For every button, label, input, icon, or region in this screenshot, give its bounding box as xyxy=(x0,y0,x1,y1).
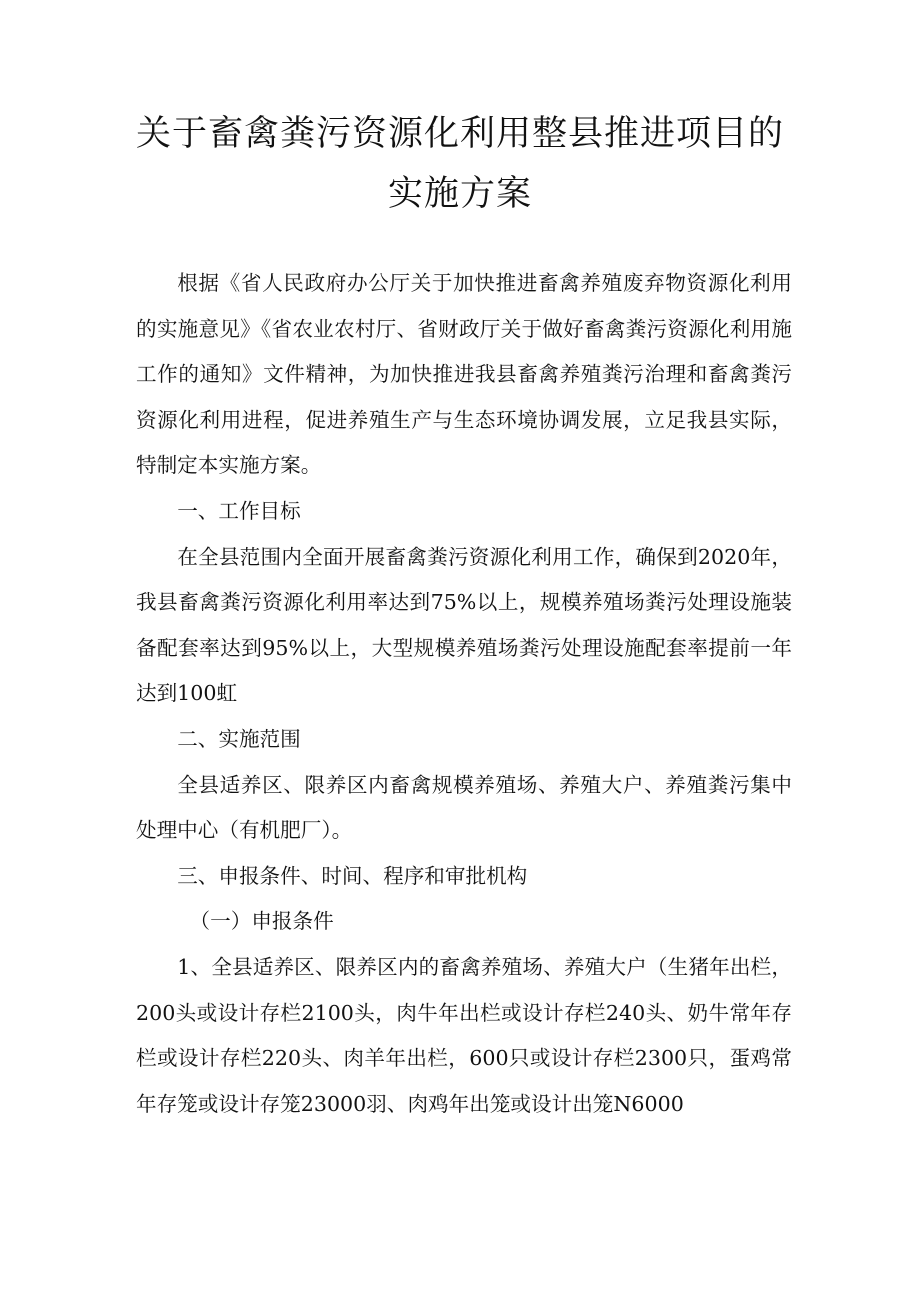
section-heading-scope: 二、实施范围 xyxy=(177,726,301,751)
intro-paragraph: 根据《省人民政府办公厅关于加快推进畜禽养殖废弃物资源化利用的实施意见》《省农业农村厅、省财政厅关于做好畜禽粪污资源化利用施工作的通知》文件精神，为加快推进我县畜禽养殖粪污治理和畜禽粪污资源化利用进程，促进养殖生产与生态环境协调发展，立足我县实际，特制定本实施方案。 xyxy=(136,271,792,478)
title-line-2: 实施方案 xyxy=(387,174,532,214)
scope-paragraph: 全县适养区、限养区内畜禽规模养殖场、养殖大户、养殖粪污集中处理中心（有机肥厂）。 xyxy=(136,772,792,843)
section-heading-application: 三、申报条件、时间、程序和审批机构 xyxy=(177,863,528,888)
document-body xyxy=(136,261,792,1127)
goals-paragraph: 在全县范围内全面开展畜禽粪污资源化利用工作，确保到2020年，我县畜禽粪污资源化利用率达到75%以上，规模养殖场粪污处理设施装备配套率达到95%以上，大型规模养殖场粪污处理设施配套率提前一年达到100虹 xyxy=(136,544,792,706)
subsection-heading-conditions: （一）申报条件 xyxy=(189,909,334,934)
section-heading-goals: 一、工作目标 xyxy=(177,498,301,523)
title-line-1: 关于畜禽粪污资源化利用整县推进项目的 xyxy=(135,114,784,154)
conditions-paragraph-1: 1、全县适养区、限养区内的畜禽养殖场、养殖大户（生猪年出栏，200头或设计存栏2100头，肉牛年出栏或设计存栏240头、奶牛常年存栏或设计存栏220头、肉羊年出栏，600只或设计存栏2300只，蛋鸡常年存笼或设计存笼23000羽、肉鸡年出笼或设计出笼N6000 xyxy=(136,954,792,1116)
document-title xyxy=(0,104,920,224)
